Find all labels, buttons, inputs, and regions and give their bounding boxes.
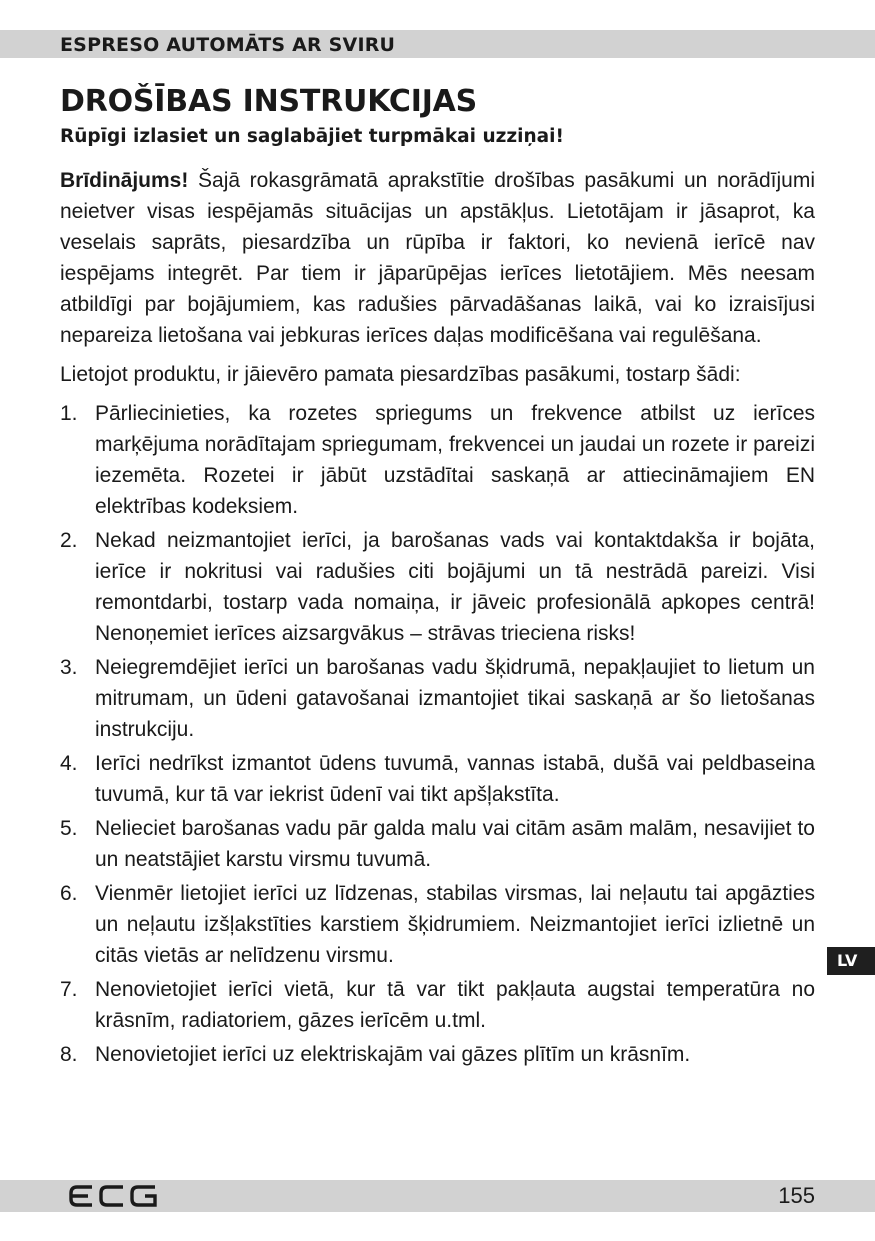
list-item — [60, 813, 815, 875]
list-item-number: 2. — [60, 529, 78, 552]
list-item-text: Nenovietojiet ierīci vietā, kur tā var tikt pakļauta augstai temperatūra no krāsnīm, radiatoriem, gāzes ierīcēm u.tml. — [95, 978, 815, 1032]
safety-list — [60, 398, 815, 1070]
list-item-text: Ierīci nedrīkst izmantot ūdens tuvumā, vannas istabā, dušā vai peldbaseina tuvumā, kur tā var iekrist ūdenī vai tikt apšļakstīta. — [95, 752, 815, 806]
list-item-text: Pārliecinieties, ka rozetes spriegums un frekvence atbilst uz ierīces marķējuma norādītajam spriegumam, frekvencei un jaudai un rozete ir pareizi iezemēta. Rozetei ir jābūt uzstādītai saskaņā ar attiecināmajiem EN elektrības kodeksiem. — [95, 402, 815, 518]
list-item-number: 1. — [60, 402, 78, 425]
list-item — [60, 652, 815, 745]
page-number: 155 — [778, 1183, 815, 1208]
list-item — [60, 1039, 815, 1070]
list-item-number: 3. — [60, 656, 78, 679]
list-item-number: 8. — [60, 1043, 78, 1066]
list-item-text: Neiegremdējiet ierīci un barošanas vadu šķidrumā, nepakļaujiet to lietum un mitrumam, un ūdeni gatavošanai izmantojiet tikai saskaņā ar šo lietošanas instrukciju. — [95, 656, 815, 741]
warning-paragraph — [60, 165, 815, 351]
warning-text: Šajā rokasgrāmatā aprakstītie drošības pasākumi un norādījumi neietver visas iespējamās situācijas un apstākļus. Lietotājam ir jāsaprot, ka veselais saprāts, piesardzība un rūpība ir faktori, ko nevienā ierīcē nav iespējams integrēt. Par tiem ir jāparūpējas ierīces lietotājiem. Mēs neesam atbildīgi par bojājumiem, kas radušies pārvadāšanas laikā, vai ko izraisījusi nepareiza lietošana vai jebkuras ierīces daļas modificēšana vai regulēšana. — [60, 169, 815, 347]
list-item-number: 5. — [60, 817, 78, 840]
header-title: ESPRESO AUTOMĀTS AR SVIRU — [60, 34, 396, 56]
list-item — [60, 525, 815, 649]
list-item — [60, 398, 815, 522]
content — [60, 165, 815, 1073]
list-item-text: Nelieciet barošanas vadu pār galda malu vai citām asām malām, nesavijiet to un neatstājiet karstu virsmu tuvumā. — [95, 817, 815, 871]
list-item-text: Nenovietojiet ierīci uz elektriskajām vai gāzes plītīm un krāsnīm. — [95, 1043, 691, 1066]
ecg-logo — [68, 1184, 158, 1208]
list-item-text: Vienmēr lietojiet ierīci uz līdzenas, stabilas virsmas, lai neļautu tai apgāzties un neļautu izšļakstīties karstiem šķidrumiem. Neizmantojiet ierīci izlietnē un citās vietās ar nelīdzenu virsmu. — [95, 882, 815, 967]
list-item-number: 6. — [60, 882, 78, 905]
list-item-number: 7. — [60, 978, 78, 1001]
list-item — [60, 974, 815, 1036]
page-title: DROŠĪBAS INSTRUKCIJAS — [60, 84, 478, 119]
language-tab: LV — [827, 947, 875, 975]
list-item — [60, 748, 815, 810]
list-item — [60, 878, 815, 971]
warning-label: Brīdinājums! — [60, 169, 189, 192]
list-item-text: Nekad neizmantojiet ierīci, ja barošanas vads vai kontaktdakša ir bojāta, ierīce ir nokritusi vai radušies citi bojājumi un tā nestrādā pareizi. Visi remontdarbi, tostarp vada nomaiņa, ir jāveic profesionālā apkopes centrā! Nenoņemiet ierīces aizsargvākus – strāvas trieciena risks! — [95, 529, 815, 645]
page-subtitle: Rūpīgi izlasiet un saglabājiet turpmākai uzziņai! — [60, 126, 564, 147]
list-item-number: 4. — [60, 752, 78, 775]
intro-paragraph: Lietojot produktu, ir jāievēro pamata piesardzības pasākumi, tostarp šādi: — [60, 363, 741, 386]
